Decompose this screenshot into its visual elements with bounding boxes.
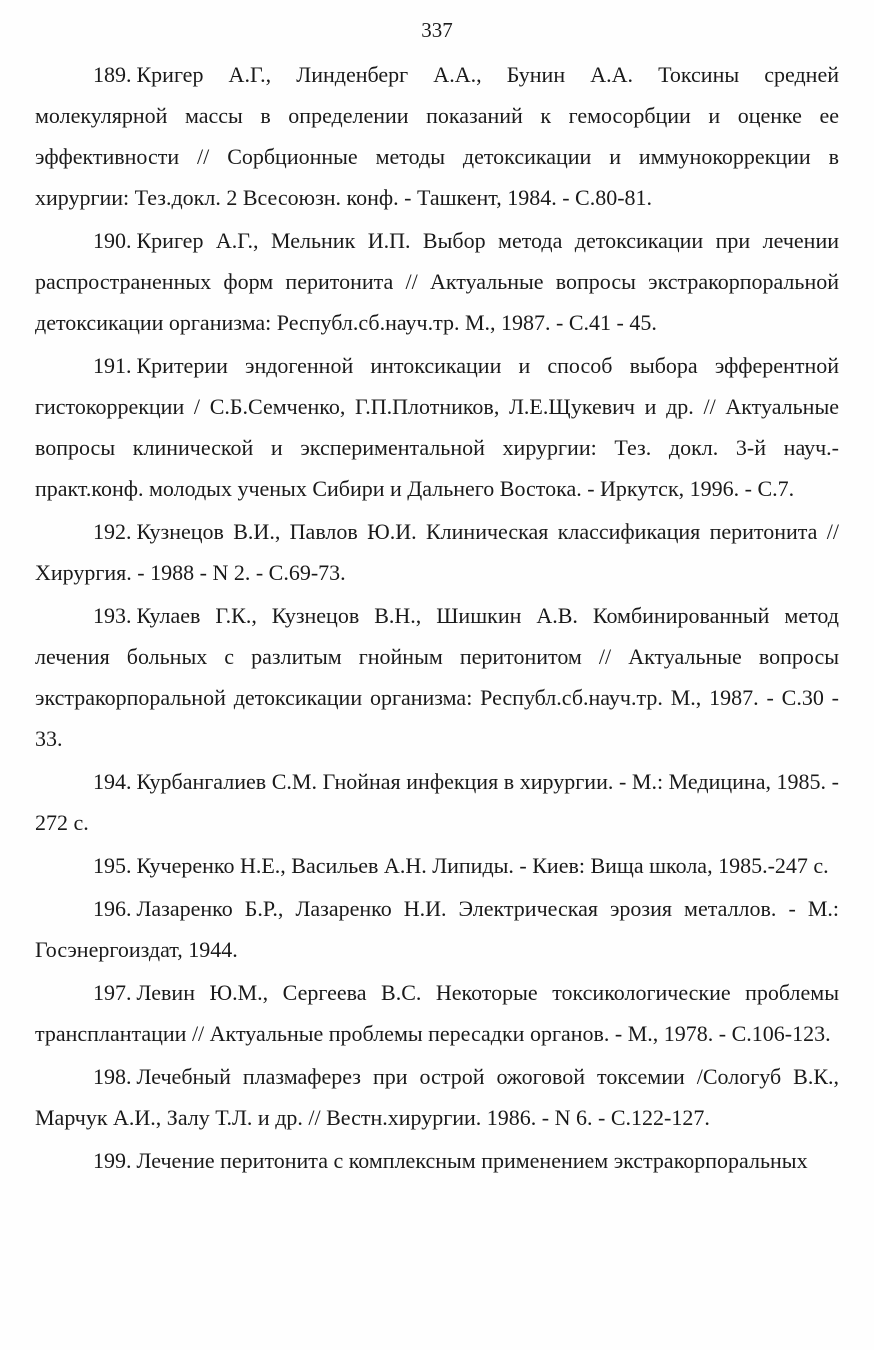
reference-number: 191. bbox=[93, 353, 132, 378]
reference-number: 198. bbox=[93, 1064, 132, 1089]
reference-number: 199. bbox=[93, 1148, 132, 1173]
reference-text: Лазаренко Б.Р., Лазаренко Н.И. Электрическая эрозия металлов. - М.: Госэнергоиздат, 1944. bbox=[35, 896, 839, 962]
reference-number: 190. bbox=[93, 228, 132, 253]
reference-item bbox=[35, 54, 839, 218]
reference-item bbox=[35, 845, 839, 886]
reference-item bbox=[35, 761, 839, 843]
reference-text: Кузнецов В.И., Павлов Ю.И. Клиническая классификация перитонита // Хирургия. - 1988 - N 2. - С.69-73. bbox=[35, 519, 839, 585]
reference-text: Кучеренко Н.Е., Васильев А.Н. Липиды. - Киев: Вища школа, 1985.-247 с. bbox=[136, 853, 829, 878]
reference-number: 197. bbox=[93, 980, 132, 1005]
reference-text: Критерии эндогенной интоксикации и способ выбора эфферентной гистокоррекции / С.Б.Семченко, Г.П.Плотников, Л.Е.Щукевич и др. // Актуальные вопросы клинической и экспериментальной хирургии: Тез. докл. 3-й науч.-практ.конф. молодых ученых Сибири и Дальнего Востока. - Иркутск, 1996. - С.7. bbox=[35, 353, 839, 501]
reference-item bbox=[35, 1140, 839, 1181]
reference-item bbox=[35, 345, 839, 509]
reference-number: 193. bbox=[93, 603, 132, 628]
reference-item bbox=[35, 511, 839, 593]
reference-number: 194. bbox=[93, 769, 132, 794]
reference-number: 192. bbox=[93, 519, 132, 544]
reference-number: 189. bbox=[93, 62, 132, 87]
reference-text: Лечебный плазмаферез при острой ожоговой токсемии /Сологуб В.К., Марчук А.И., Залу Т.Л. и др. // Вестн.хирургии. 1986. - N 6. - С.122-127. bbox=[35, 1064, 839, 1130]
reference-text: Кригер А.Г., Линденберг А.А., Бунин А.А. Токсины средней молекулярной массы в определении показаний к гемосорбции и оценке ее эффективности // Сорбционные методы детоксикации и иммунокоррекции в хирургии: Тез.докл. 2 Всесоюзн. конф. - Ташкент, 1984. - С.80-81. bbox=[35, 62, 839, 210]
reference-number: 195. bbox=[93, 853, 132, 878]
reference-text: Кулаев Г.К., Кузнецов В.Н., Шишкин А.В. Комбинированный метод лечения больных с разлитым гнойным перитонитом // Актуальные вопросы экстракорпоральной детоксикации организма: Республ.сб.науч.тр. М., 1987. - С.30 - 33. bbox=[35, 603, 839, 751]
reference-text: Кригер А.Г., Мельник И.П. Выбор метода детоксикации при лечении распространенных форм перитонита // Актуальные вопросы экстракорпоральной детоксикации организма: Республ.сб.науч.тр. М., 1987. - С.41 - 45. bbox=[35, 228, 839, 335]
reference-item bbox=[35, 888, 839, 970]
reference-item bbox=[35, 220, 839, 343]
reference-text: Лечение перитонита с комплексным применением экстракорпоральных bbox=[136, 1148, 808, 1173]
reference-list bbox=[35, 54, 839, 1183]
reference-item bbox=[35, 595, 839, 759]
reference-text: Левин Ю.М., Сергеева В.С. Некоторые токсикологические проблемы трансплантации // Актуальные проблемы пересадки органов. - М., 1978. - С.106-123. bbox=[35, 980, 839, 1046]
page-number: 337 bbox=[421, 18, 453, 42]
reference-item bbox=[35, 972, 839, 1054]
reference-number: 196. bbox=[93, 896, 132, 921]
reference-item bbox=[35, 1056, 839, 1138]
reference-text: Курбангалиев С.М. Гнойная инфекция в хирургии. - М.: Медицина, 1985. - 272 с. bbox=[35, 769, 839, 835]
